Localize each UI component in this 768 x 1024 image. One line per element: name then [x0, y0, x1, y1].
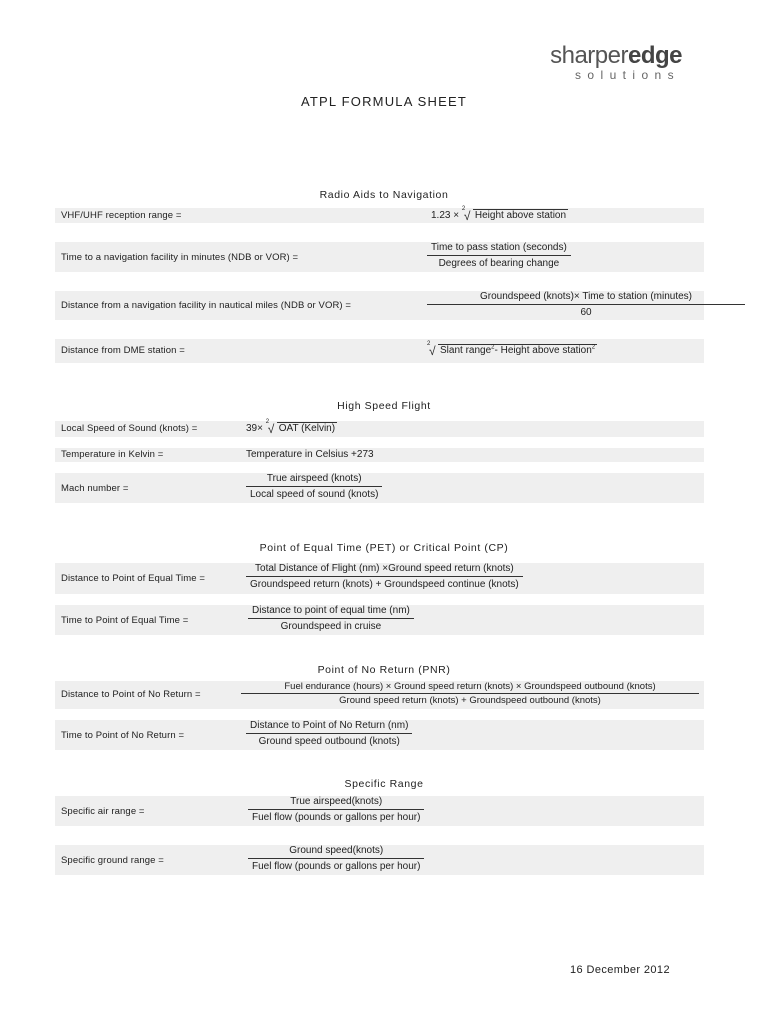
- pnr-time-label: Time to Point of No Return =: [61, 730, 185, 741]
- time-facility-fraction: [427, 242, 571, 269]
- pet-time-fraction: [248, 605, 414, 632]
- fraction-numerator: True airspeed (knots): [246, 473, 382, 487]
- specific-air-range-fraction: [248, 796, 424, 823]
- section-title-highspeed: High Speed Flight: [337, 400, 431, 412]
- fraction-denominator: Degrees of bearing change: [438, 258, 560, 269]
- pnr-distance-fraction: [241, 681, 699, 706]
- sqrt-radical: 2 √ OAT (Kelvin): [265, 419, 336, 436]
- section-title-pnr: Point of No Return (PNR): [317, 664, 451, 676]
- section-title-range: Specific Range: [344, 778, 424, 790]
- dme-label: Distance from DME station =: [61, 345, 185, 356]
- company-logo: [546, 42, 682, 84]
- fraction-denominator: Groundspeed in cruise: [280, 621, 382, 632]
- page-title: ATPL FORMULA SHEET: [300, 94, 468, 109]
- speed-of-sound-coefficient: 39×: [246, 423, 263, 434]
- formula-row-speed-of-sound: [55, 421, 704, 437]
- sqrt-icon: √: [463, 209, 471, 223]
- specific-air-range-label: Specific air range =: [61, 806, 145, 817]
- logo-edge: edge: [627, 42, 682, 69]
- kelvin-value: Temperature in Celsius +273: [246, 449, 374, 460]
- pnr-distance-label: Distance to Point of No Return =: [61, 689, 201, 700]
- speed-of-sound-label: Local Speed of Sound (knots) =: [61, 423, 198, 434]
- document-date: 16 December 2012: [570, 964, 670, 976]
- fraction-denominator: Fuel flow (pounds or gallons per hour): [252, 861, 421, 872]
- fraction-denominator: Fuel flow (pounds or gallons per hour): [252, 812, 421, 823]
- sqrt-radical: 2 √ Slant range$^2$- Height above station$^2$: [427, 341, 596, 358]
- vhf-radicand: Height above station: [474, 210, 567, 221]
- kelvin-label: Temperature in Kelvin =: [61, 449, 164, 460]
- logo-sharper: sharper: [550, 42, 628, 69]
- formula-row-distance-from-facility: [55, 291, 704, 320]
- fraction-numerator: Ground speed(knots): [248, 845, 424, 859]
- sqrt-icon: √: [429, 344, 436, 358]
- fraction-numerator: Groundspeed (knots)× Time to station (minutes): [427, 291, 745, 305]
- formula-row-pet-distance: [55, 563, 704, 594]
- fraction-numerator: Time to pass station (seconds): [427, 242, 571, 256]
- formula-row-kelvin: [55, 448, 704, 462]
- pet-time-label: Time to Point of Equal Time =: [61, 615, 189, 626]
- formula-row-mach: [55, 473, 704, 503]
- mach-fraction: [246, 473, 382, 500]
- dme-radicand-b: - Height above station: [494, 345, 592, 357]
- section-title-pet: Point of Equal Time (PET) or Critical Point (CP): [259, 542, 509, 554]
- mach-label: Mach number =: [61, 483, 129, 494]
- fraction-denominator: Groundspeed return (knots) + Groundspeed continue (knots): [250, 579, 519, 590]
- formula-row-pnr-distance: [55, 681, 704, 709]
- logo-solutions: solutions: [575, 68, 680, 82]
- distance-facility-fraction: [427, 291, 745, 318]
- sqrt-icon: √: [267, 422, 275, 436]
- fraction-numerator: Distance to Point of No Return (nm): [246, 720, 412, 734]
- formula-row-specific-air-range: [55, 796, 704, 826]
- pet-distance-label: Distance to Point of Equal Time =: [61, 573, 206, 584]
- fraction-numerator: Total Distance of Flight (nm) ×Ground speed return (knots): [246, 563, 523, 577]
- sqrt-radical: 2 √ Height above station: [461, 206, 567, 223]
- dme-radicand-a: Slant range: [440, 345, 492, 357]
- distance-facility-label: Distance from a navigation facility in nautical miles (NDB or VOR) =: [61, 300, 352, 311]
- fraction-numerator: True airspeed(knots): [248, 796, 424, 810]
- section-title-radio: Radio Aids to Navigation: [319, 189, 449, 201]
- fraction-denominator: Local speed of sound (knots): [250, 489, 379, 500]
- pet-distance-fraction: [246, 563, 523, 590]
- formula-row-pet-time: [55, 605, 704, 635]
- fraction-numerator: Fuel endurance (hours) × Ground speed return (knots) × Groundspeed outbound (knots): [241, 681, 699, 694]
- formula-row-pnr-time: [55, 720, 704, 750]
- specific-ground-range-fraction: [248, 845, 424, 872]
- pnr-time-fraction: [246, 720, 412, 747]
- formula-row-dme: [55, 339, 704, 363]
- speed-of-sound-radicand: OAT (Kelvin): [278, 423, 336, 434]
- fraction-denominator: 60: [580, 307, 592, 318]
- specific-ground-range-label: Specific ground range =: [61, 855, 164, 866]
- vhf-label: VHF/UHF reception range =: [61, 210, 182, 221]
- formula-row-vhf: [55, 208, 704, 223]
- formula-row-specific-ground-range: [55, 845, 704, 875]
- formula-row-time-to-facility: [55, 242, 704, 272]
- vhf-coefficient: 1.23 ×: [431, 210, 460, 221]
- fraction-denominator: Ground speed outbound (knots): [258, 736, 400, 747]
- fraction-numerator: Distance to point of equal time (nm): [248, 605, 414, 619]
- fraction-denominator: Ground speed return (knots) + Groundspeed outbound (knots): [339, 695, 601, 706]
- time-facility-label: Time to a navigation facility in minutes (NDB or VOR) =: [61, 252, 299, 263]
